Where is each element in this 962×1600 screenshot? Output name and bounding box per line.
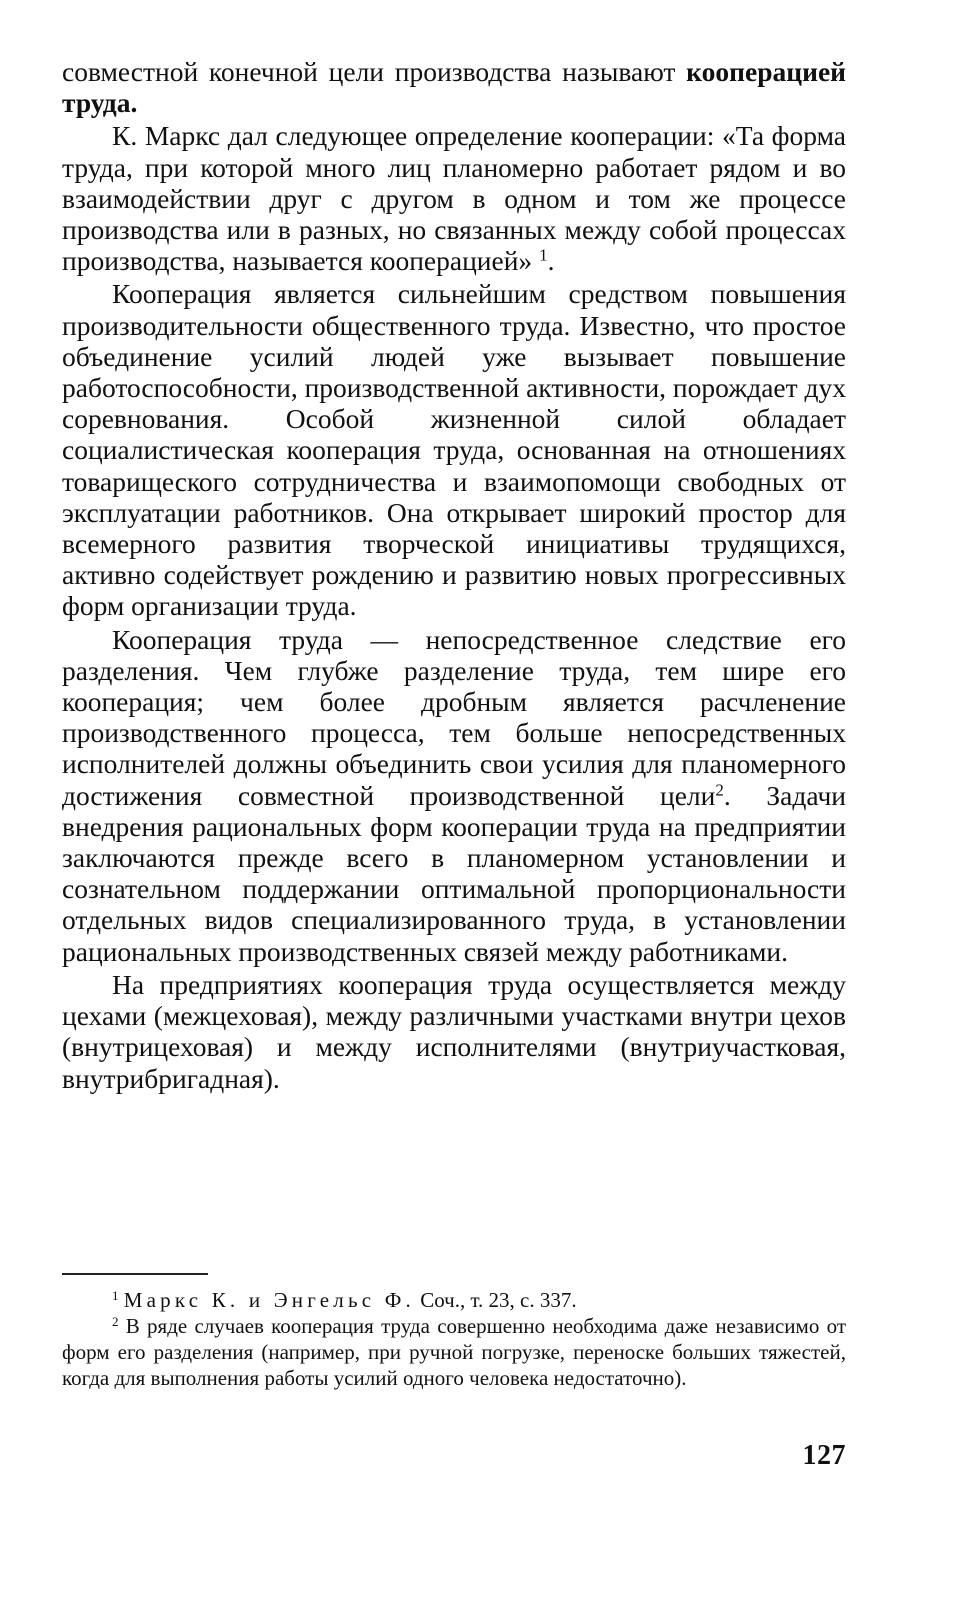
footnote-2-text: В ряде случаев кооперация труда совершенно необходима даже независимо от форм его разделения (например, при ручной погрузке, переноске больших тяжестей, когда для выполнения работы усилий одного человека недостаточно). [62,1314,846,1390]
footnote-ref-2: 2 [715,780,724,800]
paragraph-3: Кооперация является сильнейшим средством повышения производительности общественного труда. Известно, что простое объединение усилий людей уже вызывает повышение работоспособности, производственной активности, порождает дух соревнования. Особой жизненной силой обладает социалистическая кооперация труда, основанная на отношениях товарищеского сотрудничества и взаимопомощи свободных от эксплуатации работников. Она открывает широкий простор для всемерного развития творческой инициативы трудящихся, активно содействует рождению и развитию новых прогрессивных форм организации труда. [62,278,846,622]
footnote-ref-1: 1 [539,245,548,265]
footnote-1 [62,1287,846,1313]
footnote-1-mark: 1 [112,1287,119,1303]
paragraph-5: На предприятиях кооперация труда осуществляется между цехами (межцеховая), между различными участками внутри цехов (внутрицеховая) и между исполнителями (внутриучастковая, внутрибригадная). [62,968,846,1094]
term-bold: кооперацией труда. [62,56,846,119]
paragraph-1-text: совместной конечной цели производства называют [62,56,687,87]
paragraph-2-end: . [547,245,555,277]
paragraph-4-rest: . Задачи внедрения рациональных форм кооперации труда на предприятии заключаются прежде всего в планомерном установлении и сознательном поддержании оптимальной пропорциональности отдельных видов специализированного труда, в установлении рациональных производственных связей между работниками. [62,779,846,967]
paragraph-4-text: Кооперация труда — непосредственное следствие его разделения. Чем глубже разделение труда, тем шире его кооперация; чем более дробным является расчленение производственного процесса, тем больше непосредственных исполнителей должны объединить свои усилия для планомерного достижения совместной производственной цели [62,623,846,811]
footnote-1-source: Соч., т. 23, с. 337. [414,1288,577,1312]
footnotes [62,1287,846,1391]
footnote-divider [62,1273,208,1275]
main-text [62,56,846,1094]
page-number: 127 [802,1440,846,1471]
paragraph-2 [62,120,846,276]
paragraph-4 [62,624,846,967]
footnote-2 [62,1313,846,1391]
footnote-1-author: Маркс К. и Энгельс Ф. [123,1288,415,1312]
footnote-2-mark: 2 [112,1313,119,1329]
paragraph-1 [62,56,846,118]
paragraph-2-text: К. Маркс дал следующее определение кооперации: «Та форма труда, при которой много лиц планомерно работает рядом и во взаимодействии друг с другом в одном и том же процессе производства или в разных, но связанных между собой процессах производства, называется кооперацией» [62,120,846,277]
